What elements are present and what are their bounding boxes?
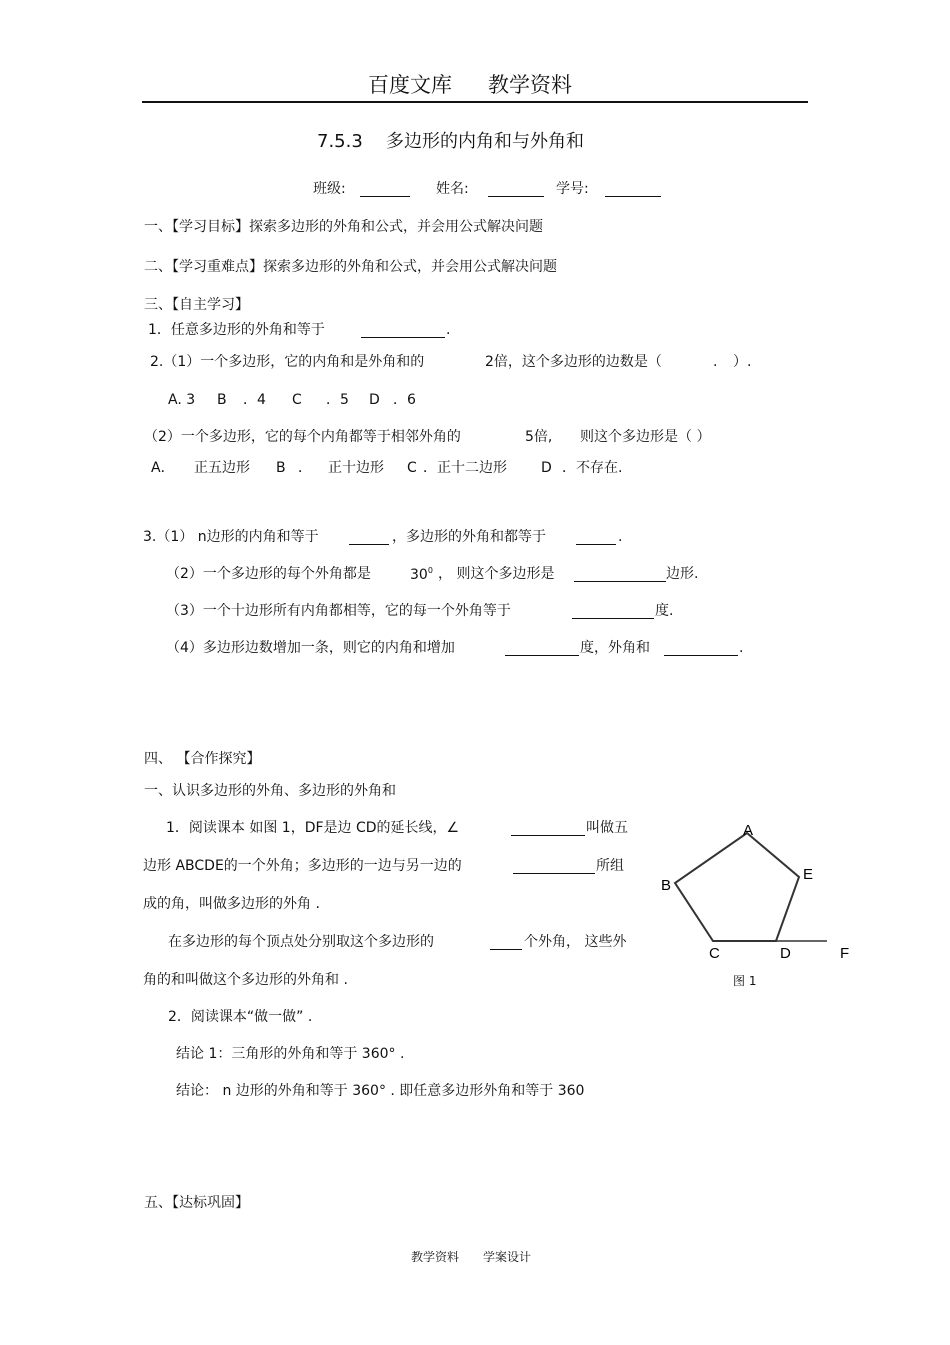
q2b-option-a: 正五边形 bbox=[194, 460, 250, 476]
q3-2-degree-mark: 0 bbox=[427, 566, 433, 575]
explore-blank-count[interactable] bbox=[490, 935, 522, 950]
q1-end: . bbox=[446, 322, 451, 338]
q3-3-text-pre: （3）一个十边形所有内角都相等，它的每一个外角等于 bbox=[166, 603, 511, 619]
explore-p2-b: 个外角， 这些外 bbox=[524, 934, 627, 950]
q2a-option-c: ．5 bbox=[326, 392, 349, 408]
explore-p1-a: 1．阅读课本 如图 1，DF是边 CD的延长线，∠ bbox=[166, 820, 460, 836]
q2a-text-post: ）. bbox=[733, 354, 752, 370]
q2b-option-b-letter: B bbox=[276, 460, 286, 476]
vertex-label-b: B bbox=[661, 877, 672, 894]
q3-1-blank-a[interactable] bbox=[349, 530, 389, 545]
q2b-option-d: ．不存在. bbox=[562, 460, 623, 476]
class-label: 班级: bbox=[313, 181, 346, 197]
point-label-f: F bbox=[840, 945, 850, 962]
q2b-option-a-letter: A． bbox=[151, 460, 175, 476]
q3-4-text-mid: 度，外角和 bbox=[580, 640, 650, 656]
explore-p1-b: 叫做五 bbox=[586, 820, 628, 836]
q3-2-number: 30 bbox=[410, 567, 428, 583]
header-right: 教学资料 bbox=[488, 73, 572, 97]
q2b-option-c-letter: C bbox=[407, 460, 417, 476]
section-key-points: 二、【学习重难点】探索多边形的外角和公式，并会用公式解决问题 bbox=[144, 259, 557, 275]
vertex-label-a: A bbox=[743, 822, 754, 839]
q3-2-text-pre: （2）一个多边形的每个外角都是 bbox=[166, 566, 371, 582]
q3-4-blank-a[interactable] bbox=[505, 641, 579, 656]
q2a-option-b: ．4 bbox=[243, 392, 266, 408]
section-cooperative: 四、 【合作探究】 bbox=[144, 751, 261, 767]
figure-pentagon bbox=[655, 815, 855, 990]
q3-2-text-mid: ， 则这个多边形是 bbox=[438, 566, 555, 582]
section-self-study: 三、【自主学习】 bbox=[144, 297, 249, 313]
q2b-text-pre: （2）一个多边形，它的每个内角都等于相邻外角的 bbox=[144, 429, 461, 445]
q3-3-end: 度. bbox=[655, 603, 674, 619]
q2b-option-b: 正十边形 bbox=[328, 460, 384, 476]
explore-p2-a: 在多边形的每个顶点处分别取这个多边形的 bbox=[168, 934, 434, 950]
explore-blank-sides[interactable] bbox=[513, 859, 595, 874]
figure-caption: 图 1 bbox=[733, 974, 757, 988]
q3-1-text-mid: ，多边形的外角和都等于 bbox=[392, 529, 546, 545]
name-label: 姓名: bbox=[436, 181, 469, 197]
q3-1-end: . bbox=[618, 529, 623, 545]
explore-p2-c: 角的和叫做这个多边形的外角和 . bbox=[143, 972, 348, 988]
explore-p1-e: 成的角，叫做多边形的外角 . bbox=[143, 896, 320, 912]
q3-4-blank-b[interactable] bbox=[664, 641, 738, 656]
section-goals: 一、【学习目标】探索多边形的外角和公式，并会用公式解决问题 bbox=[144, 219, 543, 235]
title-text: 多边形的内角和与外角和 bbox=[386, 131, 584, 152]
conclusion-1: 结论 1：三角形的外角和等于 360° . bbox=[176, 1046, 405, 1062]
explore-p1-c: 边形 ABCDE的一个外角；多边形的一边与另一边的 bbox=[143, 858, 462, 874]
id-blank[interactable] bbox=[605, 182, 661, 197]
q2b-option-c: ．正十二边形 bbox=[423, 460, 507, 476]
class-blank[interactable] bbox=[360, 182, 410, 197]
id-label: 学号: bbox=[556, 181, 589, 197]
q3-4-end: . bbox=[739, 640, 744, 656]
conclusion-2: 结论： n 边形的外角和等于 360° . 即任意多边形外角和等于 360 bbox=[176, 1083, 585, 1099]
q2b-option-d-letter: D bbox=[541, 460, 552, 476]
title-number: 7.5.3 bbox=[317, 131, 363, 152]
q2a-option-d-letter: D bbox=[369, 392, 380, 408]
q2b-text-post: 则这个多边形是（ ） bbox=[580, 429, 711, 445]
footer-right: 学案设计 bbox=[483, 1250, 532, 1264]
q3-1-blank-b[interactable] bbox=[576, 530, 616, 545]
header-left: 百度文库 bbox=[368, 73, 452, 97]
q3-2-value bbox=[410, 567, 433, 582]
footer-left: 教学资料 bbox=[411, 1250, 460, 1264]
q2a-option-b-letter: B bbox=[217, 392, 227, 408]
section-consolidation: 五、【达标巩固】 bbox=[144, 1195, 249, 1211]
explore-blank-angle[interactable] bbox=[511, 821, 585, 836]
explore-p3: 2．阅读课本“做一做” . bbox=[168, 1009, 313, 1025]
q2b-text-mid: 5倍, bbox=[525, 429, 553, 445]
q2a-text-pre: 2.（1）一个多边形，它的内角和是外角和的 bbox=[150, 354, 425, 370]
q3-3-blank[interactable] bbox=[572, 604, 654, 619]
explore-subheading: 一、认识多边形的外角、多边形的外角和 bbox=[144, 783, 396, 799]
q2b-option-b-dot: ． bbox=[298, 460, 312, 476]
explore-p1-d: 所组 bbox=[596, 858, 624, 874]
name-blank[interactable] bbox=[488, 182, 544, 197]
q2a-option-c-letter: C bbox=[292, 392, 302, 408]
q2a-text-mid: 2倍，这个多边形的边数是（ bbox=[485, 354, 662, 370]
q1-blank[interactable] bbox=[361, 323, 445, 338]
q3-4-text-pre: （4）多边形边数增加一条，则它的内角和增加 bbox=[166, 640, 455, 656]
vertex-label-c: C bbox=[709, 945, 720, 962]
q2a-dot: . bbox=[713, 354, 718, 370]
q2a-option-d: ．6 bbox=[393, 392, 416, 408]
q2a-option-a: A. 3 bbox=[168, 392, 196, 408]
header-rule bbox=[142, 101, 808, 103]
vertex-label-d: D bbox=[780, 945, 791, 962]
q3-2-blank[interactable] bbox=[574, 567, 666, 582]
q1-text: 1．任意多边形的外角和等于 bbox=[148, 322, 325, 338]
pentagon-shape bbox=[675, 833, 799, 941]
q3-2-end: 边形. bbox=[666, 566, 699, 582]
q3-1-text-pre: 3.（1） n边形的内角和等于 bbox=[143, 529, 319, 545]
vertex-label-e: E bbox=[803, 866, 814, 883]
